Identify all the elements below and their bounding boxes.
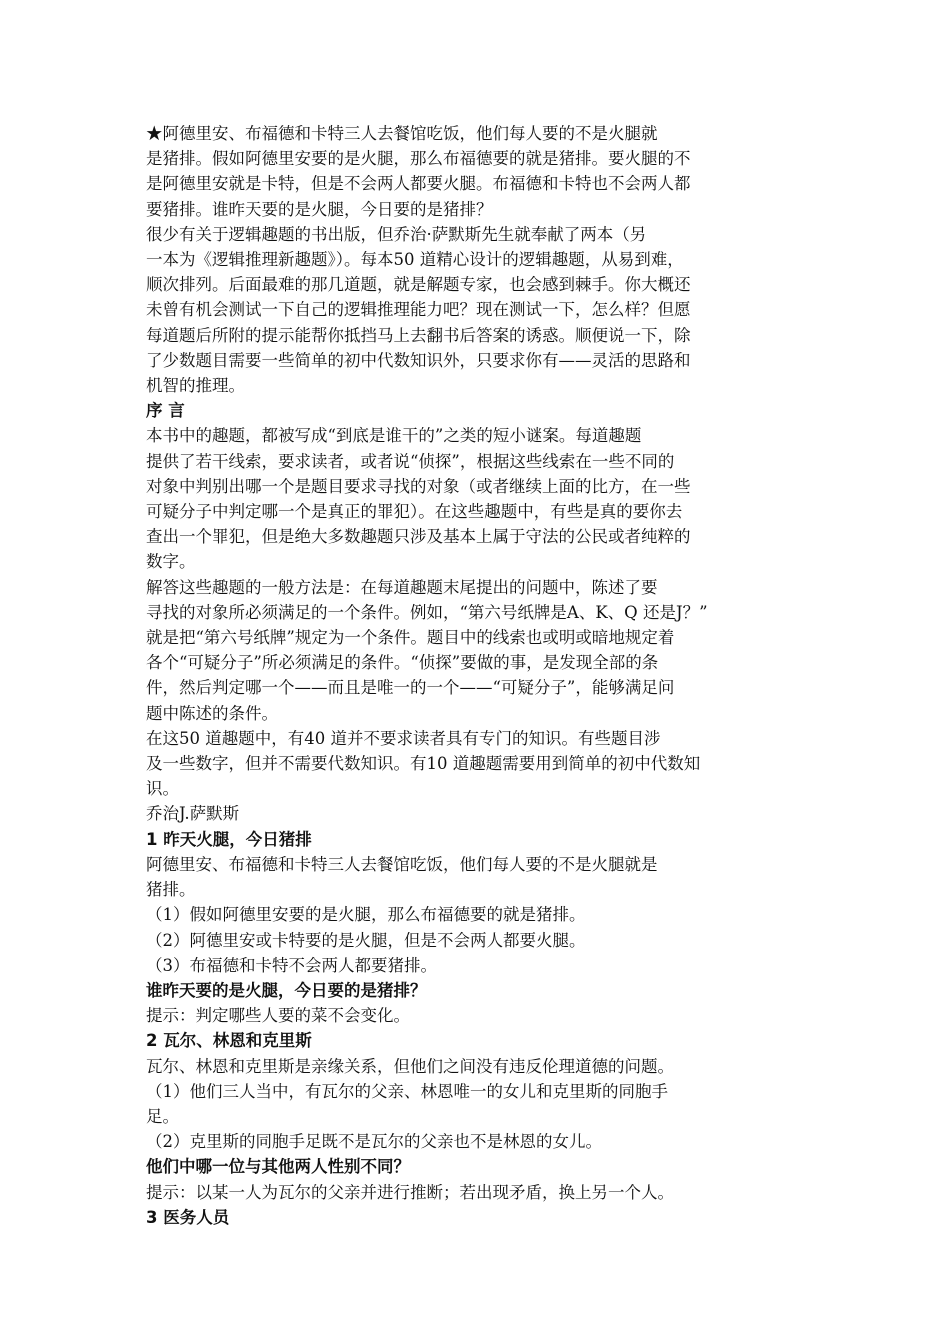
text-line: 解答这些趣题的一般方法是：在每道趣题末尾提出的问题中，陈述了要	[146, 577, 658, 597]
puzzle-title-3: 3 医务人员	[146, 1207, 230, 1227]
text-line: 很少有关于逻辑趣题的书出版，但乔治·萨默斯先生就奉献了两本（另	[146, 224, 647, 244]
puzzle-title-2: 2 瓦尔、林恩和克里斯	[146, 1031, 312, 1051]
text-line: 提供了若干线索，要求读者，或者说“侦探”，根据这些线索在一些不同的	[146, 451, 675, 471]
section-heading-preface: 序 言	[146, 401, 185, 421]
text-line: 件，然后判定哪一个——而且是唯一的一个——“可疑分子”，能够满足问	[146, 678, 675, 698]
text-line: ★阿德里安、布福德和卡特三人去餐馆吃饭，他们每人要的不是火腿就	[146, 124, 658, 143]
puzzle-question-2: 他们中哪一位与其他两人性别不同？	[146, 1157, 410, 1177]
text-line: 数字。	[146, 552, 196, 572]
text-line: 每道题后所附的提示能帮你抵挡马上去翻书后答案的诱惑。顺便说一下，除	[146, 325, 691, 345]
puzzle-question-1: 谁昨天要的是火腿，今日要的是猪排？	[146, 980, 427, 1000]
clue-line: （2）克里斯的同胞手足既不是瓦尔的父亲也不是林恩的女儿。	[146, 1132, 602, 1152]
text-line: 各个“可疑分子”所必须满足的条件。“侦探”要做的事，是发现全部的条	[146, 653, 659, 673]
text-line: 阿德里安、布福德和卡特三人去餐馆吃饭，他们每人要的不是火腿就是	[146, 854, 658, 874]
hint-line: 提示：以某一人为瓦尔的父亲并进行推断；若出现矛盾，换上另一个人。	[146, 1182, 674, 1202]
text-line: 顺次排列。后面最难的那几道题，就是解题专家，也会感到棘手。你大概还	[146, 275, 691, 295]
text-line: 可疑分子中判定哪一个是真正的罪犯）。在这些趣题中，有些是真的要你去	[146, 502, 683, 522]
text-line: 对象中判别出哪一个是题目要求寻找的对象（或者继续上面的比方，在一些	[146, 476, 691, 496]
text-line: 了少数题目需要一些简单的初中代数知识外，只要求你有——灵活的思路和	[146, 350, 691, 370]
text-line: 及一些数字，但并不需要代数知识。有10 道趣题需要用到简单的初中代数知	[146, 754, 701, 774]
text-line: 本书中的趣题，都被写成“到底是谁干的”之类的短小谜案。每道趣题	[146, 426, 642, 446]
text-line: 识。	[146, 779, 179, 799]
text-line: 是阿德里安就是卡特，但是不会两人都要火腿。布福德和卡特也不会两人都	[146, 174, 691, 194]
text-line: 就是把“第六号纸牌”规定为一个条件。题目中的线索也或明或暗地规定着	[146, 628, 675, 648]
text-line: 查出一个罪犯，但是绝大多数趣题只涉及基本上属于守法的公民或者纯粹的	[146, 527, 691, 547]
author-signature: 乔治J.萨默斯	[146, 804, 240, 824]
clue-line: （1）假如阿德里安要的是火腿，那么布福德要的就是猪排。	[146, 905, 586, 925]
text-line: 要猪排。谁昨天要的是火腿，今日要的是猪排？	[146, 199, 493, 219]
text-line: 寻找的对象所必须满足的一个条件。例如，“第六号纸牌是A、K、Q 还是J？”	[146, 602, 708, 622]
text-line: 机智的推理。	[146, 376, 245, 396]
text-line: 足。	[146, 1106, 179, 1126]
clue-line: （3）布福德和卡特不会两人都要猪排。	[146, 955, 437, 975]
text-line: 未曾有机会测试一下自己的逻辑推理能力吧？现在测试一下，怎么样？但愿	[146, 300, 691, 320]
text-line: 在这50 道趣题中，有40 道并不要求读者具有专门的知识。有些题目涉	[146, 728, 661, 748]
clue-line: （2）阿德里安或卡特要的是火腿，但是不会两人都要火腿。	[146, 930, 586, 950]
text-line: 瓦尔、林恩和克里斯是亲缘关系，但他们之间没有违反伦理道德的问题。	[146, 1056, 674, 1076]
hint-line: 提示：判定哪些人要的菜不会变化。	[146, 1006, 410, 1026]
clue-line: （1）他们三人当中，有瓦尔的父亲、林恩唯一的女儿和克里斯的同胞手	[146, 1081, 668, 1101]
puzzle-title-1: 1 昨天火腿，今日猪排	[146, 829, 312, 849]
document-page	[146, 121, 826, 1230]
text-line: 题中陈述的条件。	[146, 703, 278, 723]
text-line: 一本为《逻辑推理新趣题》）。每本50 道精心设计的逻辑趣题，从易到难，	[146, 250, 684, 270]
text-line: 猪排。	[146, 880, 196, 900]
text-line: 是猪排。假如阿德里安要的是火腿，那么布福德要的就是猪排。要火腿的不	[146, 149, 691, 169]
